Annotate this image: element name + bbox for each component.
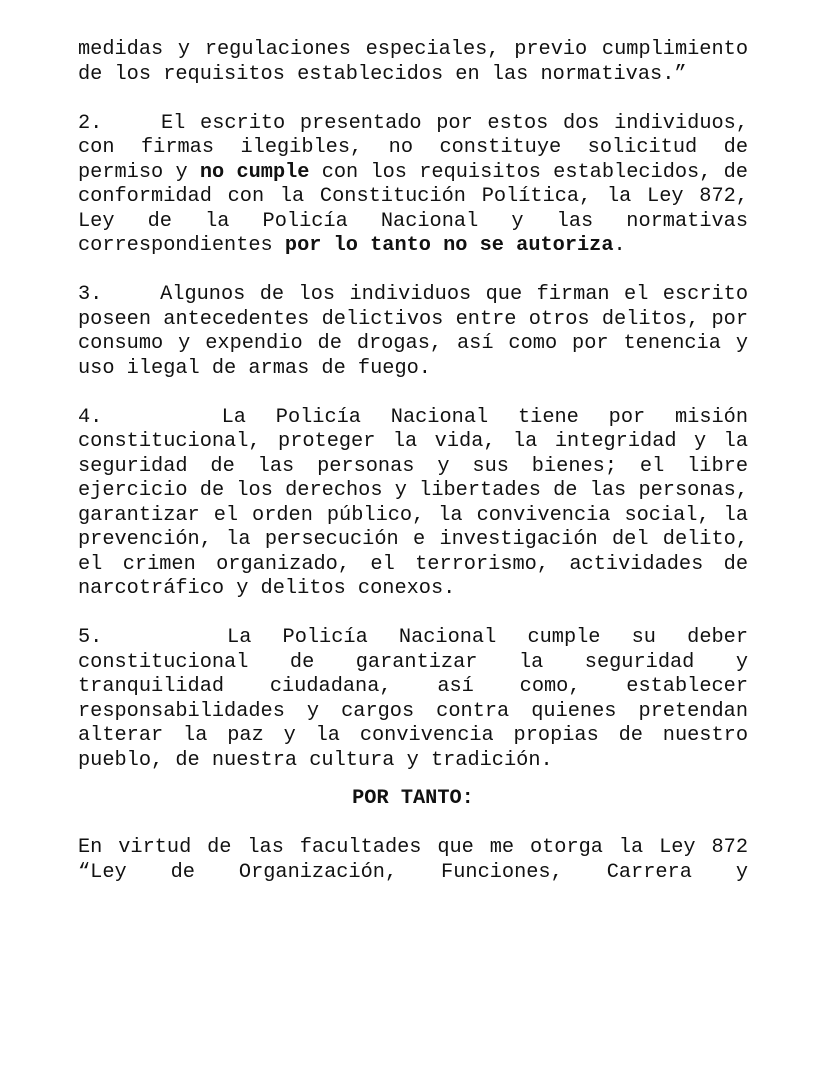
section-heading: POR TANTO:: [352, 787, 474, 810]
bold-phrase: no cumple: [199, 160, 310, 184]
item-text: La Policía Nacional tiene por misión constitucional, proteger la vida, la integridad y la seguridad de las personas y sus bienes; el libre ejercicio de los derechos y libertades de las personas, garantizar el orden público, la convivencia social, la prevención, la persecución e investigación del delito, el crimen organizado, el terrorismo, actividades de narcotráfico y delitos conexos.: [78, 405, 749, 600]
item-number: 3.: [78, 283, 103, 306]
item-paragraph-3: [78, 283, 748, 381]
document-page: [78, 38, 748, 910]
item-paragraph-5: [78, 626, 748, 773]
item-number: 4.: [78, 405, 103, 429]
item-number: 2.: [78, 111, 103, 135]
item-text: .: [613, 234, 626, 257]
item-text: El escrito presentado por estos dos individuos, con firmas ilegibles, no constituye solicitud de permiso y: [78, 111, 749, 184]
closing-paragraph: En virtud de las facultades que me otorga la Ley 872 “Ley de Organización, Funciones, Carrera y: [78, 836, 748, 884]
item-number: 5.: [78, 626, 103, 649]
item-text: con los requisitos establecidos, de conformidad con la Constitución Política, la Ley 872, Ley de la Policía Nacional y las normativas correspondientes: [78, 160, 748, 257]
item-text: Algunos de los individuos que firman el escrito poseen antecedentes delictivos entre otros delitos, por consumo y expendio de drogas, así como por tenencia y uso ilegal de armas de fuego.: [78, 283, 749, 380]
item-paragraph-4: [78, 406, 748, 602]
item-paragraph-2: [78, 112, 748, 259]
item-text: La Policía Nacional cumple su deber constitucional de garantizar la seguridad y tranquilidad ciudadana, así como, establecer responsabilidades y cargos contra quienes pretendan alterar la paz y la convivencia propias de nuestro pueblo, de nuestra cultura y tradición.: [78, 626, 748, 772]
intro-paragraph: medidas y regulaciones especiales, previo cumplimiento de los requisitos establecidos en las normativas.”: [78, 38, 748, 86]
bold-phrase: por lo tanto no se autoriza: [284, 234, 614, 257]
